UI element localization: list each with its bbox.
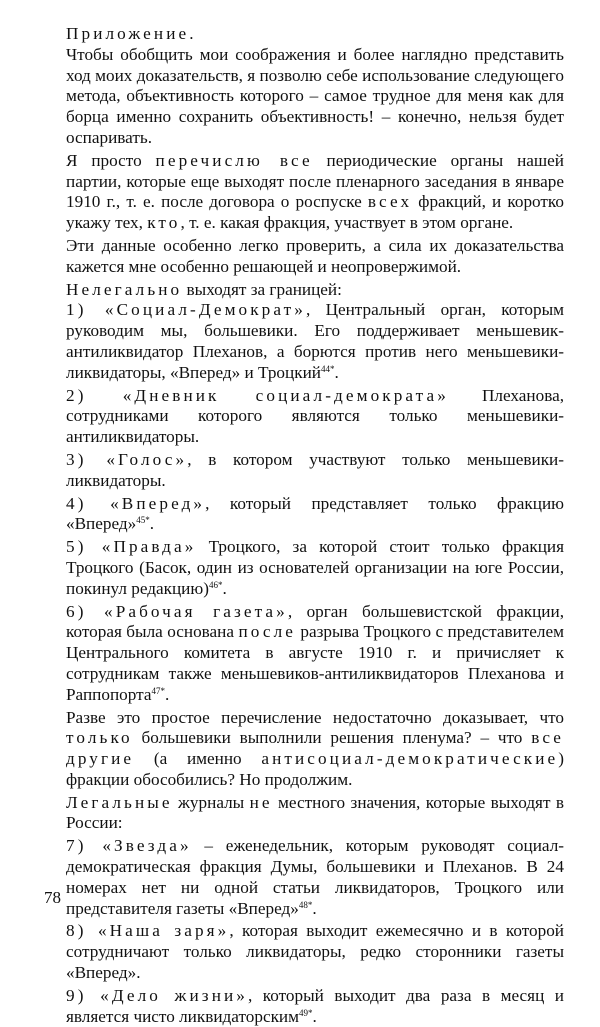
list-item-1: 1) «Социал-Демократ», Центральный орган, которым руководим мы, большевики. Его поддерживает меньшевик-антиликвидатор Плеханов, а борются против него меньшевики-ликвидаторы, «Вперед» и Троцкий$^{44*}$.	[66, 300, 564, 382]
paragraph-verification: Эти данные особенно легко проверить, а сила их доказательства кажется мне особенно решающей и неопровержимой.	[66, 235, 564, 276]
paragraph-legal-heading: Легальные журналы не местного значения, которые выходят в России:	[66, 792, 564, 833]
list-item-3: 3) «Голос», в котором участвуют только меньшевики-ликвидаторы.	[66, 449, 564, 490]
list-item-6: 6) «Рабочая газета», орган большевистской фракции, которая была основана после разрыва Троцкого с представителем Центрального комитета в августе 1910 г. и причисляет к сотрудникам также меньшевиков-антиликвидаторов Плеханова и Раппопорта$^{47*}$.	[66, 601, 564, 704]
paragraph-illegal-heading: Нелегально выходят за границей:	[66, 279, 342, 299]
page-number: 78	[44, 888, 61, 907]
list-item-7: 7) «Звезда» – еженедельник, которым руководят социал-демократическая фракция Думы, большевики и Плеханов. В 24 номерах нет ни одной статьи ликвидаторов, Троцкого или представителя газеты «Вперед»$^{48*}$.	[66, 836, 564, 918]
list-item-5: 5) «Правда» Троцкого, за которой стоит только фракция Троцкого (Басок, один из основателей организации на юге России, покинул редакцию)$^{46*}$.	[66, 537, 565, 598]
paragraph-intro: Чтобы обобщить мои соображения и более наглядно представить ход моих доказательств, я позволю себе использование следующего метода, объективность которого – самое трудное для меня как для борца именно сохранить объективность! – конечно, нельзя будет оспаривать.	[66, 44, 564, 147]
list-item-9: 9) «Дело жизни», который выходит два раза в месяц и является чисто ликвидаторским$^{49*}$.	[66, 985, 564, 1026]
list-item-4: 4) «Вперед», который представляет только фракцию «Вперед»$^{45*}$.	[66, 493, 564, 534]
paragraph-list-intro: Я просто перечислю все периодические органы нашей партии, которые еще выходят после пленарного заседания в январе 1910 г., т. е. после договора о роспуске всех фракций, и коротко укажу тех, кто, т. е. какая фракция, участвует в этом органе.	[66, 150, 565, 233]
paragraph-conclusion: Разве это простое перечисление недостаточно доказывает, что только большевики выполнили решения пленума? – что все другие (а именно антисоциал-демократические) фракции обособились? Но продолжим.	[66, 707, 564, 789]
appendix-heading: Приложение.	[66, 24, 197, 43]
list-item-8: 8) «Наша заря», которая выходит ежемесячно и в которой сотрудничают только ликвидаторы, редко сторонники газеты «Вперед».	[66, 921, 564, 983]
list-item-2: 2) «Дневник социал-демократа» Плеханова, сотрудниками которого являются только меньшевики-антиликвидаторы.	[66, 385, 565, 447]
page-text	[66, 24, 564, 1027]
